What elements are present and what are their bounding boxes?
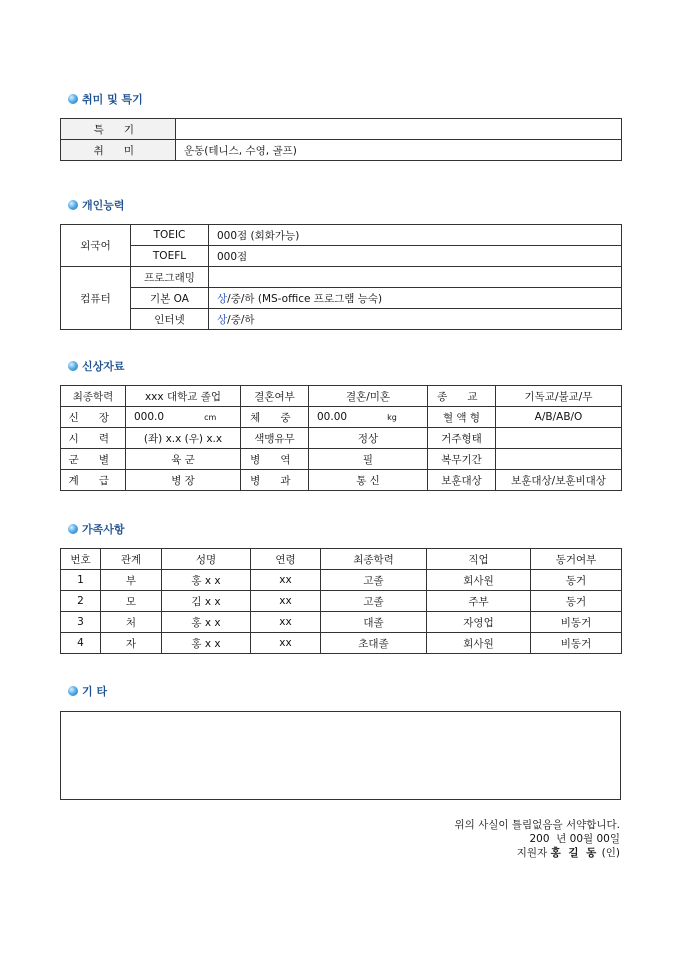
section-bullet-icon [68, 94, 78, 104]
military-branch-label: 군 별 [61, 449, 126, 470]
table-cell: 초대졸 [321, 633, 427, 654]
religion-label: 종 교 [428, 386, 496, 407]
vision-value: (좌) x.x (우) x.x [126, 428, 241, 449]
toeic-value: 000점 (회화가능) [209, 225, 622, 246]
height-number: 000.0 [134, 411, 165, 423]
applicant-prefix: 지원자 [516, 847, 548, 859]
weight-value [309, 407, 428, 428]
table-cell: xx [251, 633, 321, 654]
applicant-name: 홍 길 동 [550, 847, 599, 859]
height-label: 신 장 [61, 407, 126, 428]
section-title-text: 신상자료 [82, 360, 125, 373]
column-header: 직업 [427, 549, 531, 570]
table-cell: 비동거 [531, 633, 622, 654]
blood-type-label: 혈 액 형 [428, 407, 496, 428]
religion-value: 기독교/불교/무 [496, 386, 622, 407]
blood-type-value: A/B/AB/O [496, 407, 622, 428]
military-service-label: 병 역 [241, 449, 309, 470]
oa-level-high: 상 [217, 292, 228, 305]
internet-value [209, 309, 622, 330]
education-label: 최종학력 [61, 386, 126, 407]
section-bullet-icon [68, 524, 78, 534]
table-row [61, 119, 622, 140]
color-blind-label: 색맹유무 [241, 428, 309, 449]
toefl-label: TOEFL [131, 246, 209, 267]
vision-label: 시 력 [61, 428, 126, 449]
table-cell: 고졸 [321, 570, 427, 591]
foreign-language-label: 외국어 [61, 225, 131, 267]
table-cell: 처 [101, 612, 162, 633]
internet-level-rest: /중/하 [227, 313, 255, 326]
pledge-statement: 위의 사실이 틀림없음을 서약합니다. [454, 819, 620, 831]
table-cell: 부 [101, 570, 162, 591]
rank-value: 병 장 [126, 470, 241, 491]
veteran-value: 보훈대상/보훈비대상 [496, 470, 622, 491]
table-cell: 고졸 [321, 591, 427, 612]
section-title-text: 기 타 [82, 685, 108, 698]
table-row [61, 386, 622, 407]
service-period-value [496, 449, 622, 470]
table-cell: 대졸 [321, 612, 427, 633]
specialty-value: 통 신 [309, 470, 428, 491]
toeic-label: TOEIC [131, 225, 209, 246]
section-bullet-icon [68, 361, 78, 371]
table-cell: 홍 x x [162, 612, 251, 633]
table-cell: 회사원 [427, 570, 531, 591]
column-header: 번호 [61, 549, 101, 570]
residence-value [496, 428, 622, 449]
etc-box [60, 711, 621, 800]
table-cell: 김 x x [162, 591, 251, 612]
section-title-family [68, 522, 125, 536]
section-title-personal [68, 359, 125, 373]
table-row [61, 225, 622, 246]
table-row [61, 407, 622, 428]
table-row [61, 449, 622, 470]
oa-value [209, 288, 622, 309]
height-value [126, 407, 241, 428]
service-period-label: 복무기간 [428, 449, 496, 470]
table-cell: 동거 [531, 591, 622, 612]
table-cell: xx [251, 612, 321, 633]
column-header: 성명 [162, 549, 251, 570]
hobby-value: 운동(테니스, 수영, 골프) [176, 140, 622, 161]
programming-label: 프로그래밍 [131, 267, 209, 288]
table-row [61, 288, 622, 309]
table-cell: 주부 [427, 591, 531, 612]
pledge-footer [455, 818, 621, 860]
internet-label: 인터넷 [131, 309, 209, 330]
special-value [176, 119, 622, 140]
table-row [61, 246, 622, 267]
table-cell: 자 [101, 633, 162, 654]
table-cell: xx [251, 591, 321, 612]
column-header: 최종학력 [321, 549, 427, 570]
table-cell: 홍 x x [162, 633, 251, 654]
section-title-text: 개인능력 [82, 199, 125, 212]
ability-table [60, 224, 622, 330]
color-blind-value: 정상 [309, 428, 428, 449]
section-bullet-icon [68, 686, 78, 696]
residence-label: 거주형태 [428, 428, 496, 449]
military-service-value: 필 [309, 449, 428, 470]
section-title-text: 가족사항 [82, 523, 125, 536]
family-table [60, 548, 622, 654]
table-row [61, 309, 622, 330]
table-row [61, 470, 622, 491]
specialty-label: 병 과 [241, 470, 309, 491]
pledge-date: 200 년 00월 00일 [529, 833, 620, 845]
oa-level-rest: /중/하 (MS-office 프로그램 능숙) [227, 292, 383, 305]
table-cell: xx [251, 570, 321, 591]
table-cell: 3 [61, 612, 101, 633]
column-header: 동거여부 [531, 549, 622, 570]
rank-label: 계 급 [61, 470, 126, 491]
table-cell: 4 [61, 633, 101, 654]
marriage-value: 결혼/미혼 [309, 386, 428, 407]
column-header: 관계 [101, 549, 162, 570]
section-title-etc [68, 684, 107, 698]
weight-unit: kg [387, 413, 397, 422]
table-row [61, 633, 622, 654]
special-label: 특 기 [61, 119, 176, 140]
personal-table [60, 385, 622, 491]
hobby-table [60, 118, 622, 161]
table-row [61, 267, 622, 288]
table-cell: 자영업 [427, 612, 531, 633]
table-row [61, 570, 622, 591]
computer-label: 컴퓨터 [61, 267, 131, 330]
section-bullet-icon [68, 200, 78, 210]
seal-mark: (인) [601, 847, 620, 859]
weight-number: 00.00 [317, 411, 348, 423]
table-row [61, 428, 622, 449]
table-cell: 홍 x x [162, 570, 251, 591]
table-row [61, 140, 622, 161]
military-branch-value: 육 군 [126, 449, 241, 470]
toefl-value: 000점 [209, 246, 622, 267]
veteran-label: 보훈대상 [428, 470, 496, 491]
marriage-label: 결혼여부 [241, 386, 309, 407]
table-cell: 회사원 [427, 633, 531, 654]
column-header: 연령 [251, 549, 321, 570]
oa-label: 기본 OA [131, 288, 209, 309]
programming-value [209, 267, 622, 288]
table-cell: 1 [61, 570, 101, 591]
table-cell: 비동거 [531, 612, 622, 633]
weight-label: 체 중 [241, 407, 309, 428]
table-row [61, 612, 622, 633]
section-title-ability [68, 198, 125, 212]
table-cell: 2 [61, 591, 101, 612]
section-title-text: 취미 및 특기 [82, 93, 143, 106]
hobby-label: 취 미 [61, 140, 176, 161]
table-cell: 모 [101, 591, 162, 612]
internet-level-high: 상 [217, 313, 228, 326]
height-unit: cm [204, 413, 217, 422]
family-header-row [61, 549, 622, 570]
table-cell: 동거 [531, 570, 622, 591]
education-value: xxx 대학교 졸업 [126, 386, 241, 407]
table-row [61, 591, 622, 612]
section-title-hobby [68, 92, 143, 106]
applicant-line [455, 846, 621, 860]
